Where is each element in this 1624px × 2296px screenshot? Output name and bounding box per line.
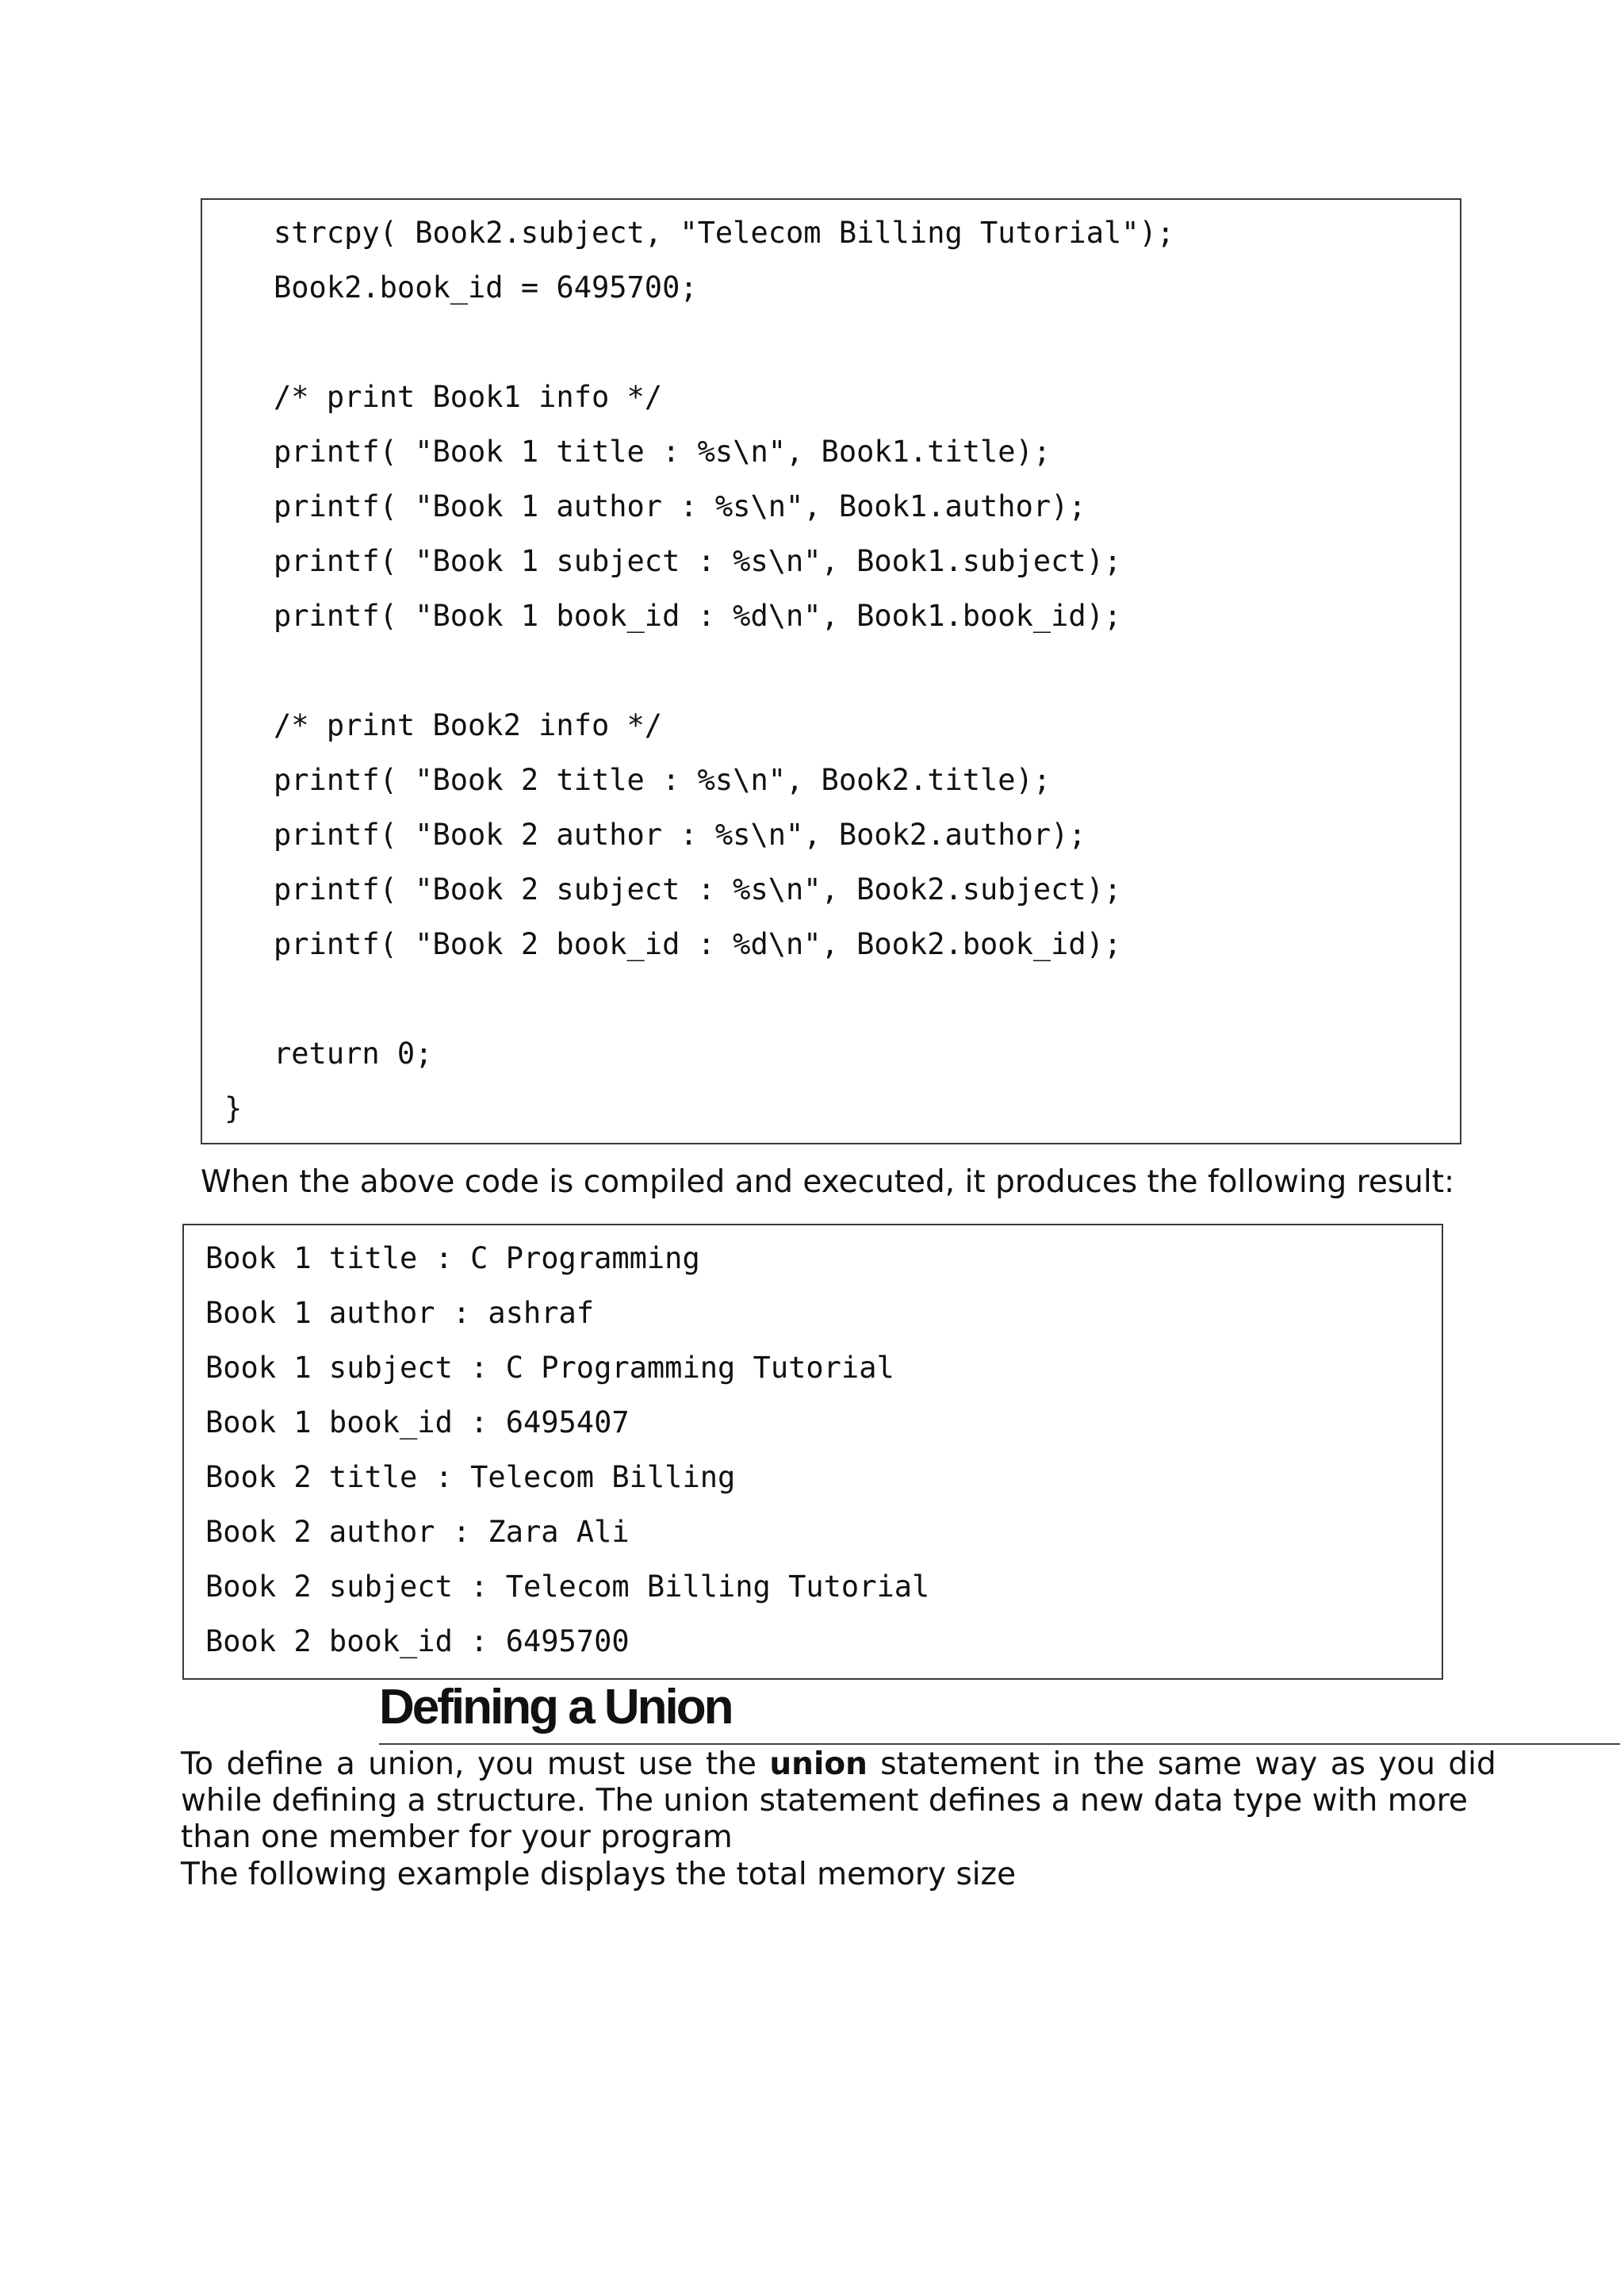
output-line: Book 2 book_id : 6495700 bbox=[205, 1624, 630, 1658]
code-line: return 0; bbox=[274, 1037, 433, 1071]
code-line: Book2.book_id = 6495700; bbox=[274, 270, 698, 305]
code-closing-brace: } bbox=[224, 1091, 243, 1125]
code-line: printf( "Book 1 author : %s\n", Book1.author); bbox=[274, 489, 1086, 523]
output-line: Book 1 title : C Programming bbox=[205, 1241, 700, 1275]
output-block bbox=[182, 1224, 1443, 1680]
code-line: printf( "Book 2 title : %s\n", Book2.title); bbox=[274, 763, 1051, 797]
paragraph-line: The following example displays the total memory size bbox=[181, 1857, 1017, 1892]
keyword-union: union bbox=[769, 1746, 868, 1782]
code-block bbox=[201, 198, 1461, 1144]
code-line: printf( "Book 2 subject : %s\n", Book2.subject); bbox=[274, 872, 1122, 907]
paragraph-line: while defining a structure. The union statement defines a new data type with more bbox=[181, 1783, 1468, 1819]
code-line: printf( "Book 2 author : %s\n", Book2.author); bbox=[274, 818, 1086, 852]
paragraph-text: To define a union, you must use the bbox=[181, 1746, 770, 1782]
code-line: printf( "Book 1 subject : %s\n", Book1.subject); bbox=[274, 544, 1122, 578]
paragraph-text: statement in the same way as you did bbox=[867, 1746, 1496, 1782]
result-intro-text: When the above code is compiled and executed, it produces the following result: bbox=[201, 1164, 1455, 1200]
output-line: Book 1 subject : C Programming Tutorial bbox=[205, 1351, 894, 1385]
section-heading: Defining a Union bbox=[379, 1680, 732, 1734]
code-comment: /* print Book2 info */ bbox=[274, 708, 663, 742]
output-line: Book 1 book_id : 6495407 bbox=[205, 1405, 630, 1439]
code-line: printf( "Book 2 book_id : %d\n", Book2.book_id); bbox=[274, 927, 1122, 961]
code-line: printf( "Book 1 book_id : %d\n", Book1.book_id); bbox=[274, 599, 1122, 633]
code-line: printf( "Book 1 title : %s\n", Book1.title); bbox=[274, 435, 1051, 469]
paragraph-line bbox=[181, 1746, 1496, 1783]
output-line: Book 2 title : Telecom Billing bbox=[205, 1460, 736, 1494]
output-line: Book 2 author : Zara Ali bbox=[205, 1515, 630, 1549]
code-comment: /* print Book1 info */ bbox=[274, 380, 663, 414]
code-line: strcpy( Book2.subject, "Telecom Billing Tutorial"); bbox=[274, 216, 1175, 250]
output-line: Book 1 author : ashraf bbox=[205, 1296, 595, 1330]
paragraph-line: than one member for your program bbox=[181, 1819, 733, 1855]
heading-rule bbox=[379, 1743, 1620, 1745]
output-line: Book 2 subject : Telecom Billing Tutorial bbox=[205, 1570, 930, 1604]
